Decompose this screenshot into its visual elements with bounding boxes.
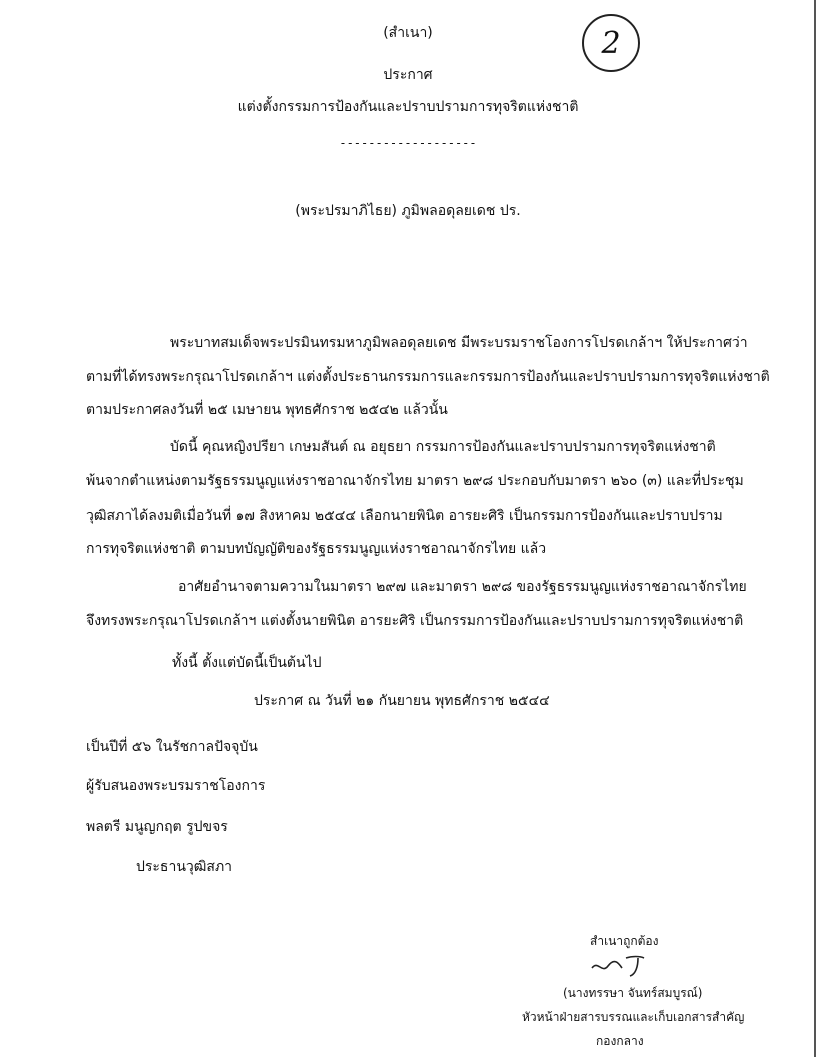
title-divider: ------------------- [339, 136, 477, 150]
paragraph-2-line-2: พ้นจากตำแหน่งตามรัฐธรรมนูญแห่งราชอาณาจักรไทย มาตรา ๒๙๘ ประกอบกับมาตรา ๒๖๐ (๓) และที่ประชุม [86, 473, 744, 489]
paragraph-2-line-3: วุฒิสภาได้ลงมติเมื่อวันที่ ๑๗ สิงหาคม ๒๕๔๔ เลือกนายพินิต อารยะศิริ เป็นกรรมการป้องกันและปราบปราม [86, 508, 723, 524]
countersign-name: พลตรี มนูญกฤต รูปขจร [86, 819, 228, 835]
announcement-date-line: ประกาศ ณ วันที่ ๒๑ กันยายน พุทธศักราช ๒๕๔๔ [254, 693, 550, 709]
countersign-label: ผู้รับสนองพระบรมราชโองการ [86, 778, 266, 794]
document-title: แต่งตั้งกรรมการป้องกันและปราบปรามการทุจริตแห่งชาติ [237, 99, 579, 115]
effective-date-line: ทั้งนี้ ตั้งแต่บัดนี้เป็นต้นไป [172, 655, 322, 671]
announcement-label: ประกาศ [383, 67, 433, 83]
certifier-title: หัวหน้าฝ่ายสารบรรณและเก็บเอกสารสำคัญ [522, 1010, 745, 1024]
handwritten-signature [588, 948, 668, 980]
countersign-title: ประธานวุฒิสภา [136, 859, 233, 875]
paragraph-2-line-4: การทุจริตแห่งชาติ ตามบทบัญญัติของรัฐธรรมนูญแห่งราชอาณาจักรไทย แล้ว [86, 541, 547, 557]
paragraph-1-line-3: ตามประกาศลงวันที่ ๒๕ เมษายน พุทธศักราช ๒๕๔๒ แล้วนั้น [86, 402, 448, 418]
paragraph-2-line-1: บัดนี้ คุณหญิงปรียา เกษมสันต์ ณ อยุธยา กรรมการป้องกันและปราบปรามการทุจริตแห่งชาติ [170, 439, 716, 455]
paragraph-1-line-1: พระบาทสมเด็จพระปรมินทรมหาภูมิพลอดุลยเดช มีพระบรมราชโองการโปรดเกล้าฯ ให้ประกาศว่า [170, 335, 748, 351]
royal-signature-line: (พระปรมาภิไธย) ภูมิพลอดุลยเดช ปร. [295, 203, 521, 219]
copy-label: (สำเนา) [383, 25, 433, 41]
paragraph-1-line-2: ตามที่ได้ทรงพระกรุณาโปรดเกล้าฯ แต่งตั้งประธานกรรมการและกรรมการป้องกันและปราบปรามการทุจริตแห่งชาติ [86, 369, 770, 385]
certified-copy-label: สำเนาถูกต้อง [590, 934, 659, 948]
paragraph-3-line-1: อาศัยอำนาจตามความในมาตรา ๒๙๗ และมาตรา ๒๙๘ ของรัฐธรรมนูญแห่งราชอาณาจักรไทย [178, 579, 747, 595]
paragraph-3-line-2: จึงทรงพระกรุณาโปรดเกล้าฯ แต่งตั้งนายพินิต อารยะศิริ เป็นกรรมการป้องกันและปราบปรามการทุจริตแห่งชาติ [86, 613, 744, 629]
page-number-stamp [582, 14, 640, 72]
certifier-name: (นางทรรษา จันทร์สมบูรณ์) [563, 986, 703, 1000]
page-number: 2 [601, 25, 621, 61]
reign-year: เป็นปีที่ ๕๖ ในรัชกาลปัจจุบัน [86, 739, 258, 755]
division-name: กองกลาง [596, 1034, 644, 1048]
